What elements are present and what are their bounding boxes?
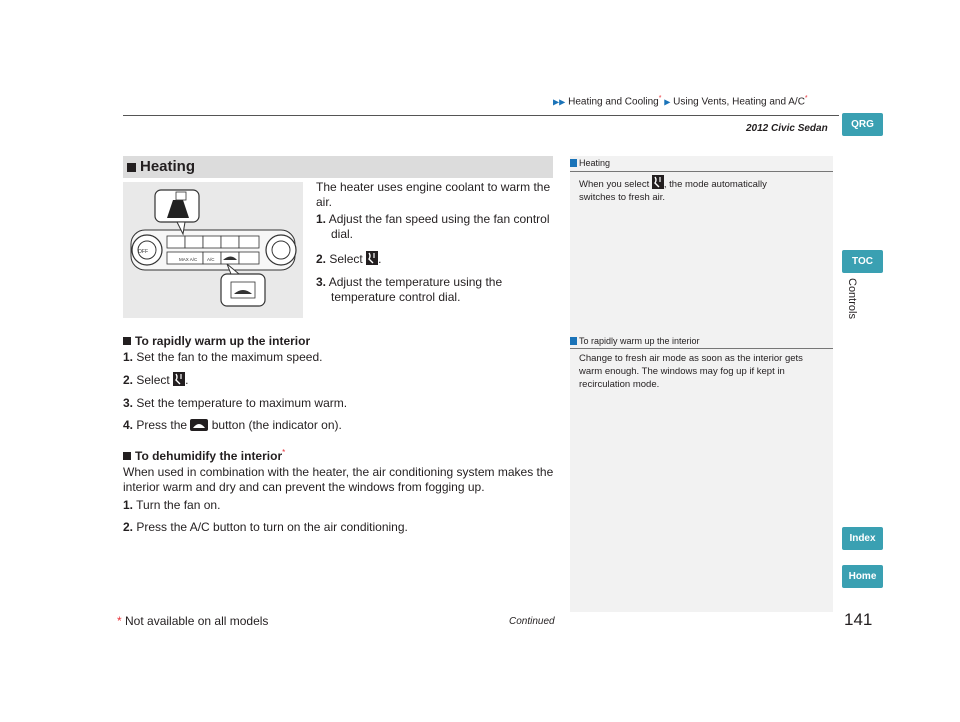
climate-panel-drawing bbox=[123, 182, 303, 318]
step-text: Set the fan to the maximum speed. bbox=[136, 350, 323, 364]
tab-index[interactable]: Index bbox=[842, 527, 883, 550]
note-rule bbox=[570, 348, 833, 349]
step-text: Select bbox=[329, 252, 363, 266]
step-number: 2. bbox=[123, 520, 134, 534]
note-marker-icon bbox=[570, 159, 577, 167]
step-text: Select bbox=[136, 373, 170, 387]
heating-step-1 bbox=[316, 212, 550, 227]
footnote bbox=[117, 614, 268, 628]
step-number: 4. bbox=[123, 418, 134, 432]
note-title: To rapidly warm up the interior bbox=[579, 336, 700, 346]
heating-step-3 bbox=[316, 275, 502, 290]
note-text: warm enough. The windows may fog up if kept in bbox=[579, 366, 785, 377]
step-text: Set the temperature to maximum warm. bbox=[136, 396, 348, 410]
step-text: . bbox=[185, 373, 189, 387]
tab-toc[interactable]: TOC bbox=[842, 250, 883, 273]
dehumidify-heading bbox=[123, 448, 285, 463]
dehumidify-step-2 bbox=[123, 520, 408, 535]
section-header bbox=[123, 156, 553, 178]
climate-panel-illustration bbox=[123, 182, 303, 318]
step-text: Turn the fan on. bbox=[136, 498, 221, 512]
step-text: Adjust the fan speed using the fan control bbox=[328, 212, 550, 226]
svg-text:OFF: OFF bbox=[138, 249, 148, 255]
step-text: Press the bbox=[136, 418, 188, 432]
breadcrumb-link-heating-cooling[interactable]: Heating and Cooling bbox=[568, 96, 659, 108]
section-title: Heating bbox=[140, 158, 196, 175]
subsection-bullet-icon bbox=[123, 337, 131, 345]
heating-intro bbox=[316, 180, 550, 210]
note-text: recirculation mode. bbox=[579, 379, 660, 390]
dehumidify-title: To dehumidify the interior bbox=[135, 449, 283, 463]
page-number: 141 bbox=[844, 610, 873, 629]
note-text: switches to fresh air. bbox=[579, 192, 666, 203]
note-title: Heating bbox=[579, 158, 611, 168]
note-text: , the mode automatically bbox=[663, 179, 767, 190]
asterisk: * bbox=[282, 448, 286, 457]
warmup-step-2 bbox=[123, 372, 188, 388]
tab-home[interactable]: Home bbox=[842, 565, 883, 588]
heat-mode-icon bbox=[652, 175, 664, 189]
warmup-heading bbox=[123, 334, 310, 348]
note-rule bbox=[570, 171, 833, 172]
breadcrumb bbox=[553, 95, 808, 107]
breadcrumb-asterisk: * bbox=[658, 95, 662, 102]
step-number: 1. bbox=[123, 350, 134, 364]
header-rule bbox=[123, 115, 839, 116]
model-name: 2012 Civic Sedan bbox=[746, 123, 828, 134]
breadcrumb-arrow-icon: ▶▶ bbox=[553, 97, 566, 107]
intro-line: air. bbox=[316, 195, 333, 209]
dehumidify-line: When used in combination with the heater, the air conditioning system makes the bbox=[123, 465, 554, 479]
step-number: 2. bbox=[316, 252, 327, 266]
note-heading-warmup bbox=[570, 336, 700, 346]
footnote-text: Not available on all models bbox=[125, 614, 269, 628]
asterisk: * bbox=[117, 614, 122, 628]
warmup-step-3 bbox=[123, 396, 347, 411]
step-text: Adjust the temperature using the bbox=[328, 275, 503, 289]
step-number: 2. bbox=[123, 373, 134, 387]
heating-step-3-cont: temperature control dial. bbox=[331, 290, 461, 304]
step-text: button (the indicator on). bbox=[211, 418, 342, 432]
warmup-step-4 bbox=[123, 418, 342, 433]
step-text: . bbox=[378, 252, 382, 266]
note-text: When you select bbox=[579, 179, 650, 190]
dehumidify-step-1 bbox=[123, 498, 220, 513]
svg-text:A/C: A/C bbox=[207, 257, 215, 262]
chapter-label: Controls bbox=[846, 278, 858, 319]
warmup-title: To rapidly warm up the interior bbox=[135, 334, 311, 348]
note-heating-text bbox=[579, 175, 767, 204]
note-heading-heating bbox=[570, 158, 610, 168]
note-marker-icon bbox=[570, 337, 577, 345]
tab-qrg[interactable]: QRG bbox=[842, 113, 883, 136]
warmup-step-1 bbox=[123, 350, 322, 365]
note-warmup-text bbox=[579, 352, 803, 391]
heat-mode-icon bbox=[173, 372, 185, 386]
recirculation-icon bbox=[190, 419, 208, 431]
heating-step-2 bbox=[316, 251, 381, 267]
note-text: Change to fresh air mode as soon as the interior gets bbox=[579, 353, 803, 364]
heat-mode-icon bbox=[366, 251, 378, 265]
step-text: Press the A/C button to turn on the air conditioning. bbox=[136, 520, 408, 534]
step-number: 3. bbox=[316, 275, 327, 289]
section-bullet-icon bbox=[127, 163, 136, 172]
step-number: 3. bbox=[123, 396, 134, 410]
breadcrumb-asterisk: * bbox=[804, 95, 808, 102]
svg-text:MAX A/C: MAX A/C bbox=[179, 257, 198, 262]
breadcrumb-arrow-icon: ▶ bbox=[664, 97, 671, 107]
step-number: 1. bbox=[123, 498, 134, 512]
continued-label: Continued bbox=[509, 616, 555, 627]
dehumidify-line: interior warm and dry and can prevent the windows from fogging up. bbox=[123, 480, 485, 494]
heating-step-1-cont: dial. bbox=[331, 227, 354, 241]
breadcrumb-link-vents[interactable]: Using Vents, Heating and A/C bbox=[673, 96, 805, 108]
subsection-bullet-icon bbox=[123, 452, 131, 460]
step-number: 1. bbox=[316, 212, 327, 226]
intro-line: The heater uses engine coolant to warm the bbox=[316, 180, 551, 194]
